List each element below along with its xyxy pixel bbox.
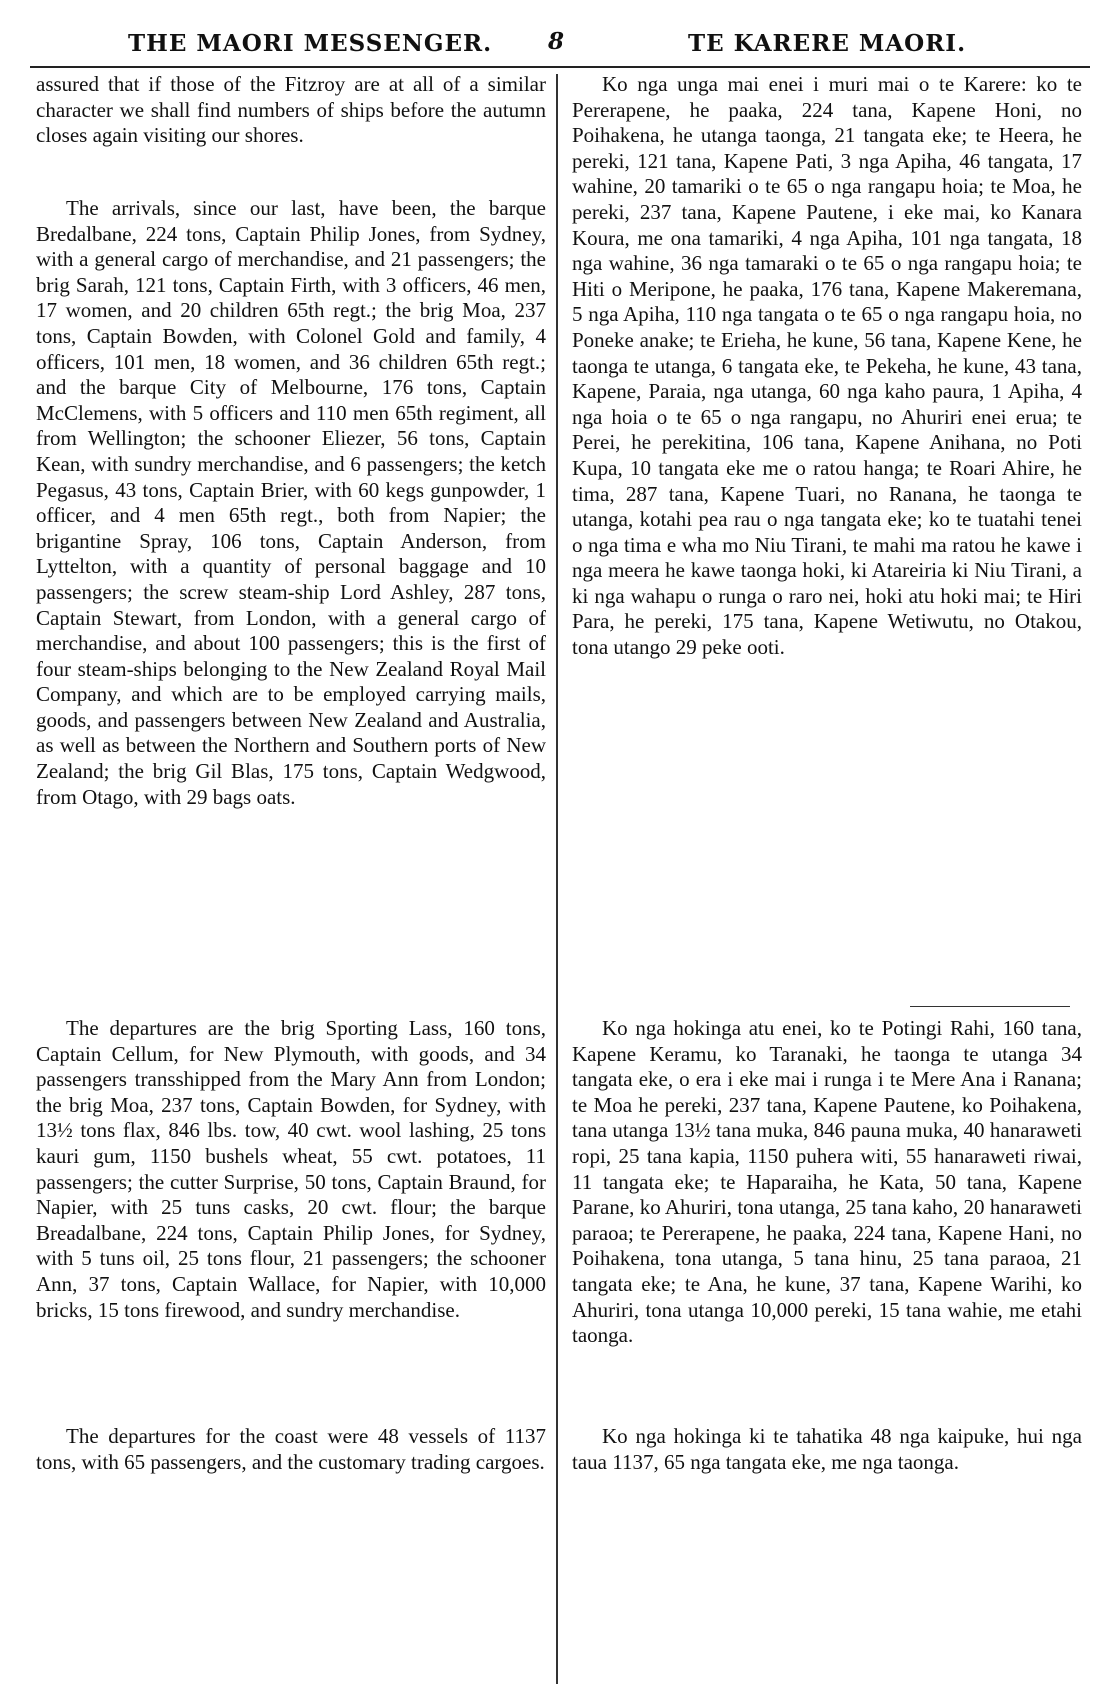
maori-arrivals-block [572,72,1082,661]
maori-paragraph-coastal: Ko nga hokinga ki te tahatika 48 nga kaipuke, hui nga taua 1137, 65 nga tangata eke, me nga taonga. [572,1424,1082,1474]
english-paragraph-coastal: The departures for the coast were 48 vessels of 1137 tons, with 65 passengers, and the customary trading cargoes. [36,1424,546,1474]
maori-coastal-block [572,1424,1082,1475]
english-paragraph-continuation: assured that if those of the Fitzroy are at all of a similar character we shall find numbers of ships before the autumn closes again visiting our shores. [36,72,546,148]
masthead-maori-title: TE KARERE MAORI. [688,30,967,57]
english-column [36,72,546,149]
english-paragraph-arrivals: The arrivals, since our last, have been, the barque Bredalbane, 224 tons, Captain Philip Jones, from Sydney, with a general cargo of merchandise, and 21 passengers; the brig Sarah, 121 tons, Captain Firth, with 3 officers, 46 men, 17 women, and 20 children 65th regt.; the brig Moa, 237 tons, Captain Bowden, with Colonel Gold and family, 4 officers, 101 men, 18 women, and 36 children 65th regt.; and the barque City of Melbourne, 176 tons, Captain McClemens, with 5 officers and 110 men 65th regiment, all from Wellington; the schooner Eliezer, 56 tons, Captain Kean, with sundry merchandise, and 6 passengers; the ketch Pegasus, 43 tons, Captain Brier, with 60 kegs gunpowder, 1 officer, and 4 men 65th regt., both from Napier; the brigantine Spray, 106 tons, Captain Anderson, from Lyttelton, with a quantity of personal baggage and 10 passengers; the screw steam-ship Lord Ashley, 287 tons, Captain Stewart, from London, with a general cargo of merchandise, and about 100 passengers; this is the first of four steam-ships belonging to the New Zealand Royal Mail Company, and which are to be employed carrying mails, goods, and passengers between New Zealand and Australia, as well as between the Northern and Southern ports of New Zealand; the brig Gil Blas, 175 tons, Captain Wedgwood, from Otago, with 29 bags oats. [36,196,546,809]
maori-departures-block [572,1016,1082,1349]
english-coastal-block [36,1424,546,1475]
maori-section-rule [910,1006,1070,1007]
masthead-rule [30,66,1090,68]
english-paragraph-departures: The departures are the brig Sporting Lass, 160 tons, Captain Cellum, for New Plymouth, with goods, and 34 passengers transshipped from the Mary Ann from London; the brig Moa, 237 tons, Captain Bowden, for Sydney, with 13½ tons flax, 846 lbs. tow, 40 cwt. wool lashing, 25 tons kauri gum, 1150 bushels wheat, 55 cwt. potatoes, 11 passengers; the cutter Surprise, 50 tons, Captain Braund, for Napier, with 25 tuns casks, 20 cwt. flour; the barque Breadalbane, 224 tons, Captain Philip Jones, for Sydney, with 5 tuns oil, 25 tons flour, 21 passengers; the schooner Ann, 37 tons, Captain Wallace, for Napier, with 10,000 bricks, 15 tons firewood, and sundry merchandise. [36,1016,546,1322]
english-arrivals-block [36,196,546,810]
maori-paragraph-arrivals: Ko nga unga mai enei i muri mai o te Karere: ko te Pererapene, he paaka, 224 tana, Kapene Honi, no Poihakena, he utanga taonga, 21 tangata eke; te Heera, he pereki, 121 tana, Kapene Pati, 3 nga Apiha, 46 tangata, 17 wahine, 20 tamariki o te 65 o nga rangapu hoia; te Moa, he pereki, 237 tana, Kapene Pautene, i eke mai, ko Kanara Koura, me ona tamariki, 4 nga Apiha, 101 nga tangata, 18 nga wahine, 36 nga tamaraki o te 65 o nga rangapu hoia; te Hiti o Meripone, he paaka, 176 tana, Kapene Makeremana, 5 nga Apiha, 110 nga tangata o te 65 o nga rangapu hoia, no Poneke anake; te Erieha, he kune, 56 tana, Kapene Kene, he taonga te utanga, 6 tangata eke, te Pekeha, he kune, 43 tana, Kapene, Paraia, nga utanga, 60 nga kaho paura, 1 Apiha, 4 nga hoia o te 65 o nga rangapu, no Ahuriri enei erua; te Perei, he perekitina, 106 tana, Kapene Anihana, no Poti Kupa, 10 tangata eke me o ratou hanga; te Roari Ahire, he tima, 287 tana, Kapene Tuari, no Ranana, he taonga te utanga, kotahi pea rau o nga tangata eke; ko te tuatahi tenei o nga tima e wha mo Niu Tirani, te mahi ma ratou he kawe i nga meera he kawe taonga hoki, ki Atareiria ki Niu Tirani, a ki nga wahapu o runga o raro nei, hoki atu hoki mai; te Hiri Para, he pereki, 175 tana, Kapene Wetiwutu, no Otakou, tona utango 29 peke ooti. [572,72,1082,660]
page-number: 8 [548,28,565,55]
column-divider [556,74,558,1684]
masthead-english-title: THE MAORI MESSENGER. [128,30,493,57]
english-departures-block [36,1016,546,1323]
masthead [0,0,1114,72]
maori-paragraph-departures: Ko nga hokinga atu enei, ko te Potingi Rahi, 160 tana, Kapene Keramu, ko Taranaki, he taonga te utanga 34 tangata eke, o era i eke mai i runga i te Mere Ana i Ranana; te Moa he pereki, 237 tana, Kapene Pautene, ko Poihakena, tana utanga 13½ tana muka, 846 pauna muka, 40 hanaraweti ropi, 25 tana kapia, 1150 puhera witi, 55 hanaraweti riwai, 11 tangata eke; te Haparaiha, he Kata, 50 tana, Kapene Parane, ko Ahuriri, tona utanga, 25 tana kaho, 20 hanaraweti paraoa; te Pererapene, he paaka, 224 tana, Kapene Hani, no Poihakena, tona utanga, 5 tana hinu, 25 tana paraoa, 21 tangata eke; te Ana, he kune, 37 tana, Kapene Warihi, ko Ahuriri, tona utanga 10,000 pereki, 15 tana wahie, me etahi taonga. [572,1016,1082,1348]
